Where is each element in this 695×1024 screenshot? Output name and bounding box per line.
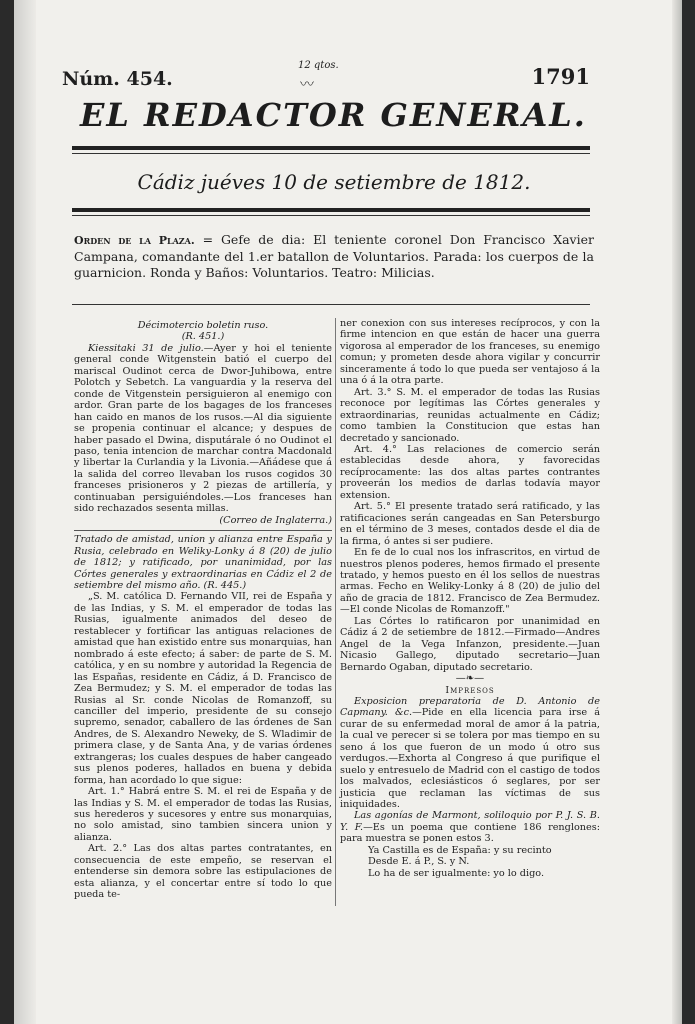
newspaper-page <box>14 0 682 1024</box>
orden-label: Orden de la Plaza. <box>74 234 195 247</box>
orden-text: = Gefe de dia: El teniente coronel Don Francisco Xavier Campana, comandante del 1.er batallon de Voluntarios. Parada: los cuerpos de la guarnicion. Ronda y Baños: Voluntarios. Teatro: Milicias. <box>74 232 594 280</box>
column-left <box>74 320 332 901</box>
bulletin-text: —Ayer y hoi el teniente general conde Witgenstein batió el cuerpo del mariscal Oudinot cerca de Dwor-Juhibowa, entre Polotch y Sebetch. La vanguardia y la reserva del conde de Vitgenstein persiguieron al enemigo con ardor. Gran parte de los bagages de los franceses han caido en manos de los rusos.—Al dia siguiente se propenia continuar el alcance; y despues de haber pasado el Dwina, disputárale ó no Oudinot el paso, tenia intencion de marchar contra Macdonald y libertar la Curlandia y la Livonia.—Añádese que á la salida del correo llevaban los rusos cogidos 30 franceses prisioneros y 2 piezas de artillería, y continuaban persiguiéndoles.—Los franceses han sido rechazados sesenta millas. <box>74 342 332 515</box>
agonias-text: —Es un poema que contiene 186 renglones: para muestra se ponen estos 3. <box>340 821 601 845</box>
treaty-heading: Tratado de amistad, union y alianza entre España y Rusia, celebrado en Weliky-Lonky á 8 (20) de julio de 1812; y ratificado, por unanimidad, por las Córtes generales y extraordinarias en Cádiz el 2 de setiembre del mismo año. (R. 445.) <box>74 534 332 591</box>
newspaper-title: EL REDACTOR GENERAL. <box>80 96 587 134</box>
issue-number: Núm. 454. <box>62 68 173 90</box>
exposicion-title: Exposicion preparatoria de D. Antonio de Capmany. &c. <box>340 695 600 719</box>
exposicion-text: —Pide en ella licencia para irse á curar de su enfermedad moral de amor á la patria, la cual ve perecer si se tolera por mas tiempo en su seno á los que fueron de un modo ú otro sus verdugos.—Exhorta al Congreso á que purifique el suelo y entresuelo de Madrid con el castigo de todos los malvados, eclesiásticos ó seglares, por ser justicia que reclaman las víctimas de sus iniquidades. <box>340 707 600 811</box>
treaty-ratification: Las Córtes lo ratificaron por unanimidad en Cádiz á 2 de setiembre de 1812.—Firmado—Andres Angel de la Vega Infanzon, presidente.—Juan Nicasio Gallego, diputado secretario—Juan Bernardo Ogaban, diputado secretario. <box>340 615 600 673</box>
separator-line <box>74 530 332 531</box>
treaty-continuation: ner conexion con sus intereses recíprocos, y con la firme intencion en que están de hacer una guerra vigorosa al emperador de los franceses, su enemigo comun; y prometen desde ahora vigilar y concurrir sinceramente á todo lo que pueda ser ventajoso á la una ó á la otra parte. <box>340 318 600 387</box>
verse-line-2: Desde E. á P., S. y N. <box>368 856 470 868</box>
bulletin-title: Décimotercio boletin ruso. <box>137 320 269 331</box>
treaty-signature: En fe de lo cual nos los infrascritos, en virtud de nuestros plenos poderes, hemos firmado el presente tratado, y hemos puesto en él los sellos de nuestras armas. Fecho en Weliky-Lonky á 8 (20) de julio del año de gracia de 1812. Francisco de Zea Bermudez.—El conde Nicolas de Romanzoff." <box>340 547 600 616</box>
rule-top <box>72 146 590 150</box>
treaty-article-5: Art. 5.° El presente tratado será ratificado, y las ratificaciones serán cangeadas en San Petersburgo en el término de 3 meses, contados desde el dia de la firma, ó antes si ser pudiere. <box>340 501 600 547</box>
column-right <box>340 318 600 879</box>
masthead-top <box>60 60 590 93</box>
verse-line-3: Lo ha de ser igualmente: yo lo digo. <box>368 867 545 879</box>
rule-mid-thin <box>72 215 590 216</box>
rule-columns <box>72 304 590 305</box>
page-edge-shadow <box>672 0 682 1024</box>
page-number: 1791 <box>531 64 590 89</box>
page-spine-shadow <box>14 0 36 1024</box>
agonias-title: Las agonías de Marmont, soliloquio por P. J. S. B. Y. F. <box>340 810 600 833</box>
issue-price: 12 qtos. <box>298 60 339 71</box>
verse-line-1: Ya Castilla es de España: y su recinto <box>368 844 552 856</box>
impresos-heading: Impresos <box>445 684 495 696</box>
treaty-paragraph: „S. M. católica D. Fernando VII, rei de España y de las Indias, y S. M. el emperador de todas las Rusias, igualmente animados del deseo de restablecer y fortificar las antiguas relaciones de amistad que han existido entre sus monarquias, han nombrado á este efecto; á saber: de parte de S. M. católica, y en su nombre y autoridad la Regencia de las Españas, residente en Cádiz, á D. Francisco de Zea Bermudez; y S. M. el emperador de todas las Rusias al Sr. conde Nicolas de Romanzoff, su canciller del imperio, presidente de su consejo supremo, senador, caballero de las órdenes de San Andres, de S. Alexandro Neweky, de S. Wladimir de primera clase, y de Santa Ana, y de varias órdenes extrangeras; los cuales despues de haber cangeado sus plenos poderes, hallados en buena y debida forma, han acordado lo que sigue: <box>74 591 332 786</box>
exposicion-item <box>340 696 600 811</box>
agonias-item <box>340 810 600 844</box>
dateline: Cádiz juéves 10 de setiembre de 1812. <box>137 170 531 194</box>
rule-top-thin <box>72 153 590 154</box>
ornament-icon: 〰 <box>300 77 314 93</box>
orden-de-la-plaza <box>74 232 594 281</box>
bulletin-lead: Kiessitaki 31 de julio. <box>88 342 204 354</box>
bulletin-source: (Correo de Inglaterra.) <box>219 514 332 526</box>
treaty-article-1: Art. 1.° Habrá entre S. M. el rei de España y de las Indias y S. M. el emperador de todas las Rusias, sus herederos y sucesores y entre sus monarquias, no solo amistad, sino tambien sincera union y alianza. <box>74 786 332 843</box>
treaty-article-3: Art. 3.° S. M. el emperador de todas las Rusias reconoce por legítimas las Córtes generales y extraordinarias, reunidas actualmente en Cádiz; como tambien la Constitucion que estas han decretado y sancionado. <box>340 386 600 444</box>
column-divider <box>335 318 336 906</box>
treaty-article-4: Art. 4.° Las relaciones de comercio serán establecidas desde ahora, y favorecidas recíprocamente: las dos altas partes contrantes proveerán los medios de darlas todavía mayor extension. <box>340 443 600 501</box>
rule-mid <box>72 208 590 212</box>
treaty-article-2: Art. 2.° Las dos altas partes contratantes, en consecuencia de este empeño, se reservan el entenderse sin demora sobre las estipulaciones de esta alianza, y el concertar entre sí todo lo que pueda te- <box>74 843 332 901</box>
bulletin-ref: (R. 451.) <box>181 331 225 343</box>
section-ornament-icon: —❧— <box>455 673 485 685</box>
bulletin-body <box>74 343 332 515</box>
